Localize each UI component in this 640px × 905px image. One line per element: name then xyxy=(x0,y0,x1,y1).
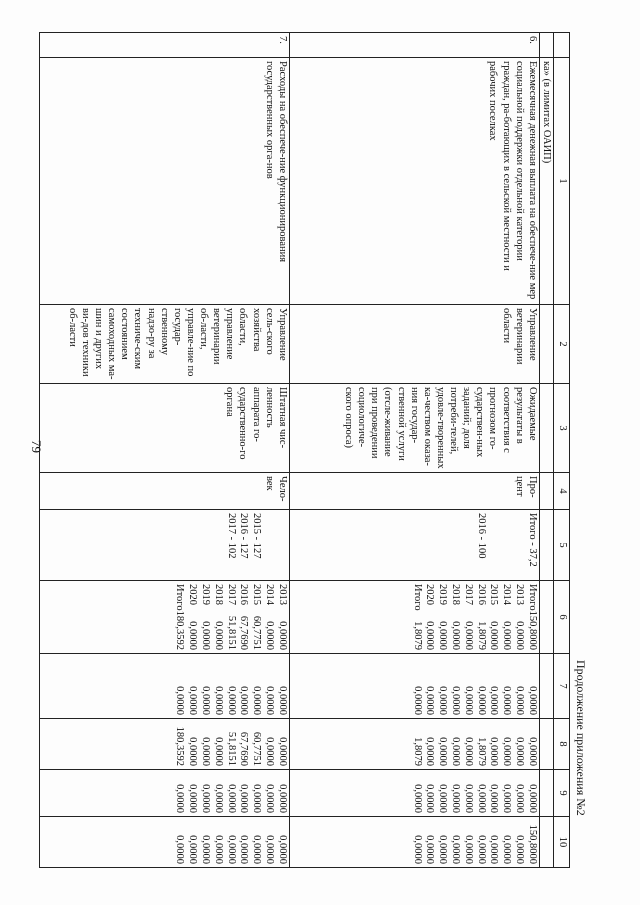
value: 0,0000 xyxy=(450,686,462,715)
target-value xyxy=(276,513,289,577)
row-number: 6. xyxy=(289,33,539,58)
year-label: 2020 xyxy=(424,584,436,605)
value: 0,0000 xyxy=(450,784,462,813)
year-label: Итого xyxy=(174,584,186,611)
value: 0,0000 xyxy=(174,686,186,715)
value: 0,0000 xyxy=(251,835,263,864)
column-8-values xyxy=(39,718,289,769)
value: 0,0000 xyxy=(526,784,538,813)
value: 0,0000 xyxy=(264,737,276,766)
target-value: 2015 - 127 xyxy=(251,513,263,559)
value: 1,8079 xyxy=(411,737,423,766)
value: 0,0000 xyxy=(501,784,513,813)
target-value xyxy=(513,513,526,577)
year-label: 2013 xyxy=(276,584,288,605)
value: 0,0000 xyxy=(264,784,276,813)
value: 0,0000 xyxy=(475,784,487,813)
header-cell: 7 xyxy=(554,653,570,718)
value: 0,0000 xyxy=(212,621,224,650)
year-label: 2019 xyxy=(200,584,212,605)
header-cell-rownum xyxy=(554,33,570,58)
header-cell: 5 xyxy=(554,510,570,581)
year-label: Итого xyxy=(526,584,538,611)
year-label: 2019 xyxy=(437,584,449,605)
value: 0,0000 xyxy=(264,835,276,864)
value: 1,8079 xyxy=(411,621,423,650)
value: 67,7690 xyxy=(238,731,250,766)
page-number: 79 xyxy=(29,440,44,453)
column-7-values xyxy=(289,653,539,718)
value: 0,0000 xyxy=(200,686,212,715)
year-label: 2016 xyxy=(475,584,487,605)
target-value xyxy=(263,513,276,577)
value: 0,0000 xyxy=(437,737,449,766)
table-row xyxy=(289,33,539,868)
indicator-text: Ожидаемые результаты в соответствия с прогнозом го-сударствен-ных заданий; доля потреби-телей, удовле-творенных ка-чеством оказа-ния государ-ственной услуги (отсле-живание при проведении социологиче-ского опроса) xyxy=(289,384,539,473)
value: 0,0000 xyxy=(212,686,224,715)
target-values xyxy=(289,510,539,581)
header-cell: 1 xyxy=(554,58,570,305)
value: 0,0000 xyxy=(264,686,276,715)
value: 0,0000 xyxy=(462,737,474,766)
year-label: 2014 xyxy=(264,584,276,605)
value: 0,0000 xyxy=(187,784,199,813)
target-value: 2017 - 102 xyxy=(225,513,237,559)
value: 0,0000 xyxy=(238,835,250,864)
value: 0,0000 xyxy=(462,784,474,813)
budget-table xyxy=(39,32,570,868)
target-value: Итого - 37,2 xyxy=(526,513,538,567)
value: 0,0000 xyxy=(450,621,462,650)
value: 0,0000 xyxy=(212,737,224,766)
responsible-org: Управление ветеринарии области xyxy=(289,305,539,384)
value: 0,0000 xyxy=(488,784,500,813)
value: 0,0000 xyxy=(488,686,500,715)
value: 0,0000 xyxy=(501,686,513,715)
column-10-values xyxy=(39,816,289,867)
value: 0,0000 xyxy=(276,835,288,864)
value: 51,8151 xyxy=(225,731,237,766)
value: 0,0000 xyxy=(187,835,199,864)
value: 1,8079 xyxy=(475,621,487,650)
value: 0,0000 xyxy=(488,621,500,650)
value: 0,0000 xyxy=(411,784,423,813)
value: 0,0000 xyxy=(264,621,276,650)
value: 0,0000 xyxy=(200,835,212,864)
year-label: 2018 xyxy=(450,584,462,605)
year-label: 2017 xyxy=(225,584,237,605)
value: 0,0000 xyxy=(462,621,474,650)
value: 0,0000 xyxy=(514,737,526,766)
header-row xyxy=(554,33,570,868)
unit-cell: Про-цент xyxy=(289,473,539,510)
value: 0,0000 xyxy=(437,686,449,715)
value: 150,8000 xyxy=(526,824,538,864)
continuation-caption: Продолжение приложения №2 xyxy=(574,660,588,816)
value: 0,0000 xyxy=(238,784,250,813)
value: 0,0000 xyxy=(276,621,288,650)
measure-name: Расходы на обеспече-ние функционирования государственных орга-нов xyxy=(39,58,289,305)
year-label: 2017 xyxy=(462,584,474,605)
year-label: 2015 xyxy=(251,584,263,605)
value: 0,0000 xyxy=(225,784,237,813)
value: 0,0000 xyxy=(200,784,212,813)
header-cell: 10 xyxy=(554,816,570,867)
value: 0,0000 xyxy=(514,784,526,813)
years-and-totals xyxy=(289,581,539,654)
target-value xyxy=(488,513,501,577)
value: 0,0000 xyxy=(200,621,212,650)
value: 0,0000 xyxy=(488,737,500,766)
year-label: 2014 xyxy=(501,584,513,605)
value: 0,0000 xyxy=(174,784,186,813)
column-9-values xyxy=(289,769,539,816)
responsible-org: Управление сель-ского хозяйства области, управление ветеринарии об-ласти, управле-ние по государ-ственному надзо-ру за техниче-ским состоянием самоходных ма-шин и других ви-дов техники об-ласти xyxy=(39,305,289,384)
value: 0,0000 xyxy=(437,835,449,864)
header-cell: 8 xyxy=(554,718,570,769)
value: 0,0000 xyxy=(276,686,288,715)
table-row xyxy=(539,33,553,868)
value: 150,8000 xyxy=(526,610,538,650)
value: 60,7751 xyxy=(251,731,263,766)
value: 0,0000 xyxy=(488,835,500,864)
year-label: Итого xyxy=(411,584,423,611)
value: 0,0000 xyxy=(251,784,263,813)
table-row xyxy=(39,33,289,868)
value: 0,0000 xyxy=(276,784,288,813)
year-label: 2013 xyxy=(514,584,526,605)
value: 67,7690 xyxy=(238,615,250,650)
value: 0,0000 xyxy=(187,737,199,766)
target-value: 2016 - 100 xyxy=(475,513,487,559)
intro-cell: ка» (в лимитах ОАИП) xyxy=(539,58,553,305)
value: 0,0000 xyxy=(424,737,436,766)
value: 0,0000 xyxy=(424,835,436,864)
years-and-totals xyxy=(39,581,289,654)
year-label: 2016 xyxy=(238,584,250,605)
value: 0,0000 xyxy=(212,784,224,813)
value: 0,0000 xyxy=(411,686,423,715)
header-cell: 2 xyxy=(554,305,570,384)
value: 0,0000 xyxy=(450,737,462,766)
value: 1,8079 xyxy=(475,737,487,766)
header-cell: 3 xyxy=(554,384,570,473)
value: 0,0000 xyxy=(501,737,513,766)
value: 0,0000 xyxy=(514,835,526,864)
value: 0,0000 xyxy=(501,835,513,864)
column-10-values xyxy=(289,816,539,867)
header-cell: 6 xyxy=(554,581,570,654)
value: 0,0000 xyxy=(475,835,487,864)
value: 0,0000 xyxy=(424,621,436,650)
value: 0,0000 xyxy=(212,835,224,864)
value: 180,3592 xyxy=(174,726,186,766)
value: 0,0000 xyxy=(225,686,237,715)
unit-cell: Чело-век xyxy=(39,473,289,510)
year-label: 2020 xyxy=(187,584,199,605)
year-label: 2015 xyxy=(488,584,500,605)
value: 0,0000 xyxy=(514,686,526,715)
value: 0,0000 xyxy=(462,686,474,715)
header-cell: 9 xyxy=(554,769,570,816)
value: 0,0000 xyxy=(462,835,474,864)
value: 0,0000 xyxy=(187,686,199,715)
value: 0,0000 xyxy=(437,621,449,650)
value: 0,0000 xyxy=(424,686,436,715)
value: 0,0000 xyxy=(276,737,288,766)
value: 60,7751 xyxy=(251,615,263,650)
year-label: 2018 xyxy=(212,584,224,605)
column-8-values xyxy=(289,718,539,769)
value: 0,0000 xyxy=(526,686,538,715)
value: 0,0000 xyxy=(424,784,436,813)
column-9-values xyxy=(39,769,289,816)
value: 0,0000 xyxy=(200,737,212,766)
value: 0,0000 xyxy=(526,737,538,766)
value: 0,0000 xyxy=(411,835,423,864)
row-number: 7. xyxy=(39,33,289,58)
value: 0,0000 xyxy=(501,621,513,650)
target-value: 2016 - 127 xyxy=(238,513,250,559)
header-cell: 4 xyxy=(554,473,570,510)
indicator-text: Штатная чис-ленность аппарата го-сударственно-го органа xyxy=(39,384,289,473)
target-values xyxy=(39,510,289,581)
value: 0,0000 xyxy=(251,686,263,715)
value: 0,0000 xyxy=(174,835,186,864)
value: 0,0000 xyxy=(450,835,462,864)
value: 0,0000 xyxy=(187,621,199,650)
measure-name: Ежемесячная денежная выплата на обеспече-ние мер социальной поддержки отдельной категории граждан, ра-ботающих в сельской местности и рабочих поселках xyxy=(289,58,539,305)
target-value xyxy=(500,513,513,577)
value: 0,0000 xyxy=(437,784,449,813)
value: 180,3592 xyxy=(174,610,186,650)
value: 0,0000 xyxy=(225,835,237,864)
value: 0,0000 xyxy=(475,686,487,715)
column-7-values xyxy=(39,653,289,718)
value: 0,0000 xyxy=(238,686,250,715)
value: 51,8151 xyxy=(225,615,237,650)
value: 0,0000 xyxy=(514,621,526,650)
